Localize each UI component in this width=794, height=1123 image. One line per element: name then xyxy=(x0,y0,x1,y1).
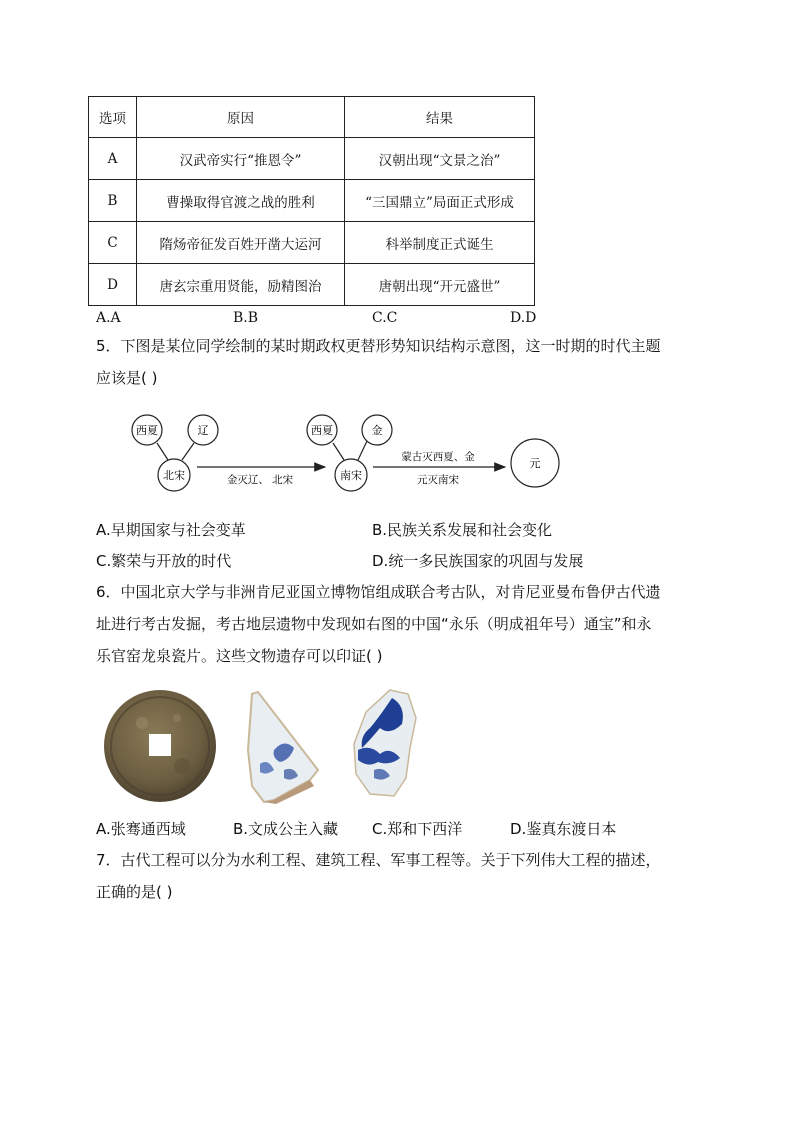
q4-choice-a[interactable]: A.A xyxy=(96,310,121,326)
node-xixia-1-label: 西夏 xyxy=(136,424,158,437)
header-option: 选项 xyxy=(89,97,137,138)
q5-choice-b[interactable]: B.民族关系发展和社会变化 xyxy=(372,521,553,539)
row-cause: 汉武帝实行“推恩令” xyxy=(137,138,345,180)
arrow1-label: 金灭辽、 北宋 xyxy=(226,474,294,486)
q6-choice-c[interactable]: C.郑和下西洋 xyxy=(372,820,463,838)
q6-stem-line2: 址进行考古发掘，考古地层遗物中发现如右图的中国“永乐（明成祖年号）通宝”和永 xyxy=(96,615,652,633)
link-jin-nansong xyxy=(358,439,368,460)
link-xixia-nansong xyxy=(333,443,344,460)
q7-stem-line2: 正确的是( ) xyxy=(96,883,173,901)
q4-choice-d[interactable]: D.D xyxy=(510,310,537,326)
q6-stem-line1: 6．中国北京大学与非洲肯尼亚国立博物馆组成联合考古队，对肯尼亚曼布鲁伊古代遗 xyxy=(96,583,661,601)
q6-choice-d[interactable]: D.鉴真东渡日本 xyxy=(510,820,617,838)
row-option: B xyxy=(89,180,137,222)
header-cause: 原因 xyxy=(137,97,345,138)
q5-choice-d[interactable]: D.统一多民族国家的巩固与发展 xyxy=(372,552,584,570)
arrow2-label-top: 蒙古灭西夏、金 xyxy=(401,451,475,463)
q6-stem-line3: 乐官窑龙泉瓷片。这些文物遗存可以印证( ) xyxy=(96,647,383,665)
link-xixia-beisong xyxy=(157,443,168,460)
q5-choice-a[interactable]: A.早期国家与社会变革 xyxy=(96,521,246,539)
row-option: C xyxy=(89,222,137,264)
q7-stem-line1: 7．古代工程可以分为水利工程、建筑工程、军事工程等。关于下列伟大工程的描述， xyxy=(96,851,661,869)
table-row xyxy=(89,138,535,180)
row-result: 汉朝出现“文景之治” xyxy=(345,138,535,180)
q5-stem-line2: 应该是( ) xyxy=(96,369,158,387)
q7-stem xyxy=(96,844,706,908)
row-result: “三国鼎立”局面正式形成 xyxy=(345,180,535,222)
options-table xyxy=(88,96,535,306)
node-yuan-label: 元 xyxy=(529,457,541,470)
table-row xyxy=(89,180,535,222)
node-xixia-2-label: 西夏 xyxy=(311,424,333,437)
table-row xyxy=(89,264,535,306)
regime-change-diagram xyxy=(120,405,580,495)
row-cause: 唐玄宗重用贤能，励精图治 xyxy=(137,264,345,306)
arrow2-label-bottom: 元灭南宋 xyxy=(417,474,459,486)
row-option: A xyxy=(89,138,137,180)
node-jin-label: 金 xyxy=(371,424,383,437)
header-result: 结果 xyxy=(345,97,535,138)
row-result: 唐朝出现“开元盛世” xyxy=(345,264,535,306)
row-cause: 隋炀帝征发百姓开凿大运河 xyxy=(137,222,345,264)
link-liao-beisong xyxy=(182,443,194,460)
node-liao-label: 辽 xyxy=(197,424,209,437)
porcelain-shard-1-image xyxy=(244,690,324,804)
yongle-coin-image xyxy=(102,688,218,804)
q5-stem xyxy=(96,330,706,394)
q6-stem xyxy=(96,576,706,672)
q5-stem-line1: 5．下图是某位同学绘制的某时期政权更替形势知识结构示意图，这一时期的时代主题 xyxy=(96,337,661,355)
q4-choice-b[interactable]: B.B xyxy=(233,310,259,326)
node-nansong-label: 南宋 xyxy=(340,469,362,482)
row-option: D xyxy=(89,264,137,306)
q5-choice-c[interactable]: C.繁荣与开放的时代 xyxy=(96,552,232,570)
row-cause: 曹操取得官渡之战的胜利 xyxy=(137,180,345,222)
q6-choice-b[interactable]: B.文成公主入藏 xyxy=(233,820,339,838)
table-header-row xyxy=(89,97,535,138)
q4-choice-c[interactable]: C.C xyxy=(372,310,398,326)
table-row xyxy=(89,222,535,264)
row-result: 科举制度正式诞生 xyxy=(345,222,535,264)
q6-choice-a[interactable]: A.张骞通西域 xyxy=(96,820,186,838)
porcelain-shard-2-image xyxy=(350,688,418,800)
node-beisong-label: 北宋 xyxy=(163,469,185,482)
